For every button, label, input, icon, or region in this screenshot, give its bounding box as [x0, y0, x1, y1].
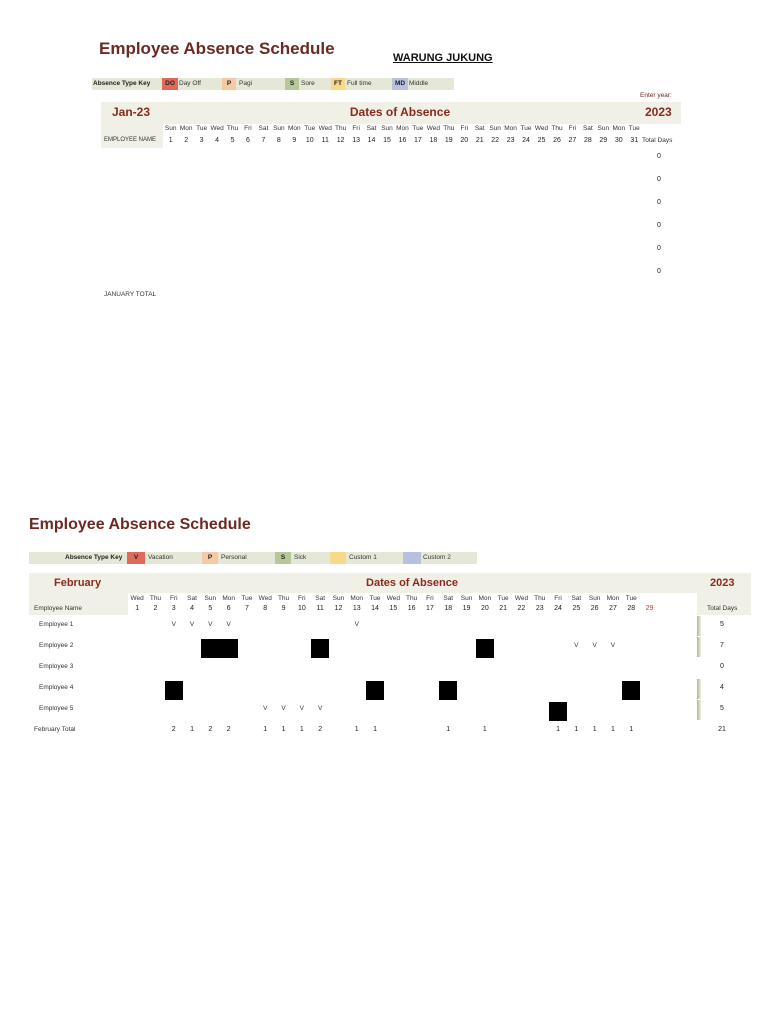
absence-mark[interactable]: V [189, 621, 195, 628]
absence-block[interactable] [476, 639, 494, 658]
enter-year-label: Enter year: [640, 92, 672, 99]
absence-mark[interactable]: V [317, 705, 323, 712]
weekday-label: Wed [514, 595, 529, 602]
key-text: Sore [301, 80, 315, 87]
day-number: 13 [352, 137, 360, 144]
weekday-label: Thu [226, 125, 239, 132]
day-total: 1 [556, 726, 560, 733]
day-number: 12 [336, 137, 345, 144]
company-name: WARUNG JUKUNG [393, 52, 493, 64]
weekday-label: Wed [534, 125, 549, 132]
day-number: 23 [506, 137, 515, 144]
weekday-label: Mon [179, 125, 193, 132]
weekday-label: Thu [443, 125, 455, 132]
weekday-label: Tue [196, 125, 208, 132]
day-number: 24 [554, 605, 562, 612]
month-total-label: JANUARY TOTAL [104, 291, 157, 298]
total-days-value: 0 [657, 245, 661, 252]
absence-mark[interactable]: V [208, 621, 213, 628]
key-code: DO [162, 78, 178, 90]
weekday-label: Fri [298, 595, 306, 602]
weekday-label: Wed [130, 595, 144, 602]
absence-mark[interactable]: V [354, 621, 359, 628]
weekday-label: Thu [551, 125, 563, 132]
day-number: 23 [535, 605, 544, 612]
weekday-label: Thu [149, 595, 162, 602]
day-total: 1 [574, 726, 579, 733]
weekday-label: Sat [582, 125, 593, 132]
day-total: 2 [318, 726, 323, 733]
day-number: 22 [517, 605, 526, 612]
absence-block[interactable] [165, 681, 183, 700]
day-total: 1 [263, 726, 268, 733]
weekday-label: Sun [204, 595, 217, 602]
absence-mark[interactable]: V [610, 642, 616, 649]
day-number: 29 [645, 605, 654, 612]
absence-block[interactable] [439, 681, 457, 700]
day-number: 9 [281, 605, 286, 612]
total-days-value: 0 [657, 176, 661, 183]
day-number: 17 [426, 605, 434, 612]
key-code: P [202, 552, 218, 564]
absence-mark[interactable]: V [592, 642, 597, 649]
day-total: 1 [610, 726, 615, 733]
weekday-label: Sat [443, 595, 454, 602]
employee-name[interactable]: Employee 5 [39, 705, 74, 712]
day-number: 11 [321, 137, 329, 144]
key-text: Day Off [179, 80, 201, 87]
day-number: 14 [367, 137, 376, 144]
weekday-label: Sun [597, 125, 610, 132]
month-label: Jan-23 [112, 105, 151, 119]
day-number: 6 [246, 137, 250, 144]
key-text: Personal [221, 554, 247, 561]
weekday-label: Mon [478, 595, 492, 602]
day-number: 19 [462, 605, 471, 612]
weekday-label: Tue [369, 595, 381, 602]
weekday-label: Tue [625, 595, 637, 602]
key-label: Absence Type Key [93, 80, 151, 87]
day-number: 27 [609, 605, 617, 612]
day-number: 24 [522, 137, 530, 144]
weekday-label: Sat [474, 125, 485, 132]
weekday-label: Sun [332, 595, 345, 602]
day-number: 12 [334, 605, 343, 612]
day-total: 1 [281, 726, 286, 733]
weekday-label: Fri [352, 125, 360, 132]
employee-name[interactable]: Employee 2 [39, 642, 74, 649]
weekday-label: Wed [210, 125, 224, 132]
absence-mark[interactable]: V [171, 621, 176, 628]
weekday-label: Mon [606, 595, 620, 602]
weekday-label: Fri [554, 595, 562, 602]
key-text: Full time [347, 80, 372, 87]
weekday-label: Wed [426, 125, 440, 132]
weekday-label: Sat [187, 595, 197, 602]
total-days-value: 0 [657, 268, 661, 275]
day-total: 1 [373, 726, 377, 733]
key-code: FT [331, 78, 345, 90]
key-code [330, 552, 346, 564]
weekday-label: Wed [318, 125, 332, 132]
day-number: 1 [135, 605, 140, 612]
weekday-label: Wed [258, 595, 272, 602]
day-number: 25 [537, 137, 546, 144]
month-total-label: February Total [34, 726, 76, 733]
total-days-value: 0 [657, 153, 661, 160]
day-total: 2 [208, 726, 213, 733]
key-label: Absence Type Key [65, 554, 123, 561]
day-number: 28 [627, 605, 636, 612]
employee-total-days: 7 [720, 642, 724, 649]
day-number: 5 [230, 137, 235, 144]
absence-block[interactable] [201, 639, 238, 658]
day-number: 20 [480, 605, 489, 612]
key-code: S [285, 78, 299, 90]
key-code: S [275, 552, 291, 564]
day-number: 31 [630, 137, 639, 144]
day-number: 3 [171, 605, 176, 612]
weekday-label: Mon [287, 125, 301, 132]
day-number: 18 [429, 137, 438, 144]
weekday-label: Sun [588, 595, 601, 602]
day-number: 14 [371, 605, 379, 612]
total-bar [697, 637, 701, 657]
employee-total-days: 5 [720, 705, 724, 712]
weekday-label: Fri [460, 125, 469, 132]
weekday-label: Sun [460, 595, 473, 602]
day-number: 4 [215, 137, 220, 144]
day-number: 20 [460, 137, 469, 144]
day-number: 21 [499, 605, 508, 612]
weekday-label: Thu [406, 595, 418, 602]
total-days-header: Total Days [642, 137, 673, 144]
weekday-label: Sat [258, 125, 269, 132]
day-total: 1 [592, 726, 597, 733]
absence-type-key [29, 552, 477, 564]
day-number: 27 [568, 137, 577, 144]
day-number: 26 [590, 605, 599, 612]
absence-mark[interactable]: V [263, 705, 268, 712]
total-days-value: 0 [657, 222, 661, 229]
absence-mark[interactable]: V [299, 705, 304, 712]
day-number: 8 [263, 605, 268, 612]
weekday-label: Sun [164, 125, 177, 132]
weekday-label: Sun [381, 125, 393, 132]
day-number: 30 [614, 137, 623, 144]
day-number: 2 [153, 605, 158, 612]
weekday-label: Fri [244, 125, 252, 132]
weekday-label: Tue [241, 595, 253, 602]
day-number: 22 [491, 137, 500, 144]
weekday-label: Sat [366, 125, 377, 132]
year-value[interactable]: 2023 [645, 105, 672, 119]
day-number: 7 [261, 137, 266, 144]
weekday-label: Fri [568, 125, 577, 132]
day-number: 10 [297, 605, 306, 612]
key-text: Vacation [148, 554, 173, 561]
total-bar [697, 616, 701, 636]
day-number: 11 [316, 605, 324, 612]
day-number: 2 [184, 137, 189, 144]
key-code: MD [392, 78, 408, 90]
weekday-label: Sun [273, 125, 285, 132]
day-total: 1 [446, 726, 451, 733]
absence-mark[interactable]: V [226, 621, 231, 628]
page-title: Employee Absence Schedule [29, 516, 251, 533]
day-number: 3 [199, 137, 204, 144]
employee-name[interactable]: Employee 3 [39, 663, 74, 670]
weekday-label: Sat [571, 595, 582, 602]
employee-total-days: 4 [720, 684, 724, 691]
total-bar [697, 700, 701, 720]
weekday-label: Mon [222, 595, 235, 602]
weekday-label: Thu [277, 595, 290, 602]
day-total: 1 [299, 726, 304, 733]
day-number: 15 [389, 605, 398, 612]
weekday-label: Wed [386, 595, 400, 602]
weekday-label: Tue [520, 125, 532, 132]
employee-total-days: 0 [720, 663, 724, 670]
key-code [403, 552, 421, 564]
total-bar [697, 679, 701, 699]
day-total: 1 [629, 726, 634, 733]
weekday-label: Mon [504, 125, 517, 132]
absence-block[interactable] [622, 681, 640, 700]
day-number: 16 [398, 137, 407, 144]
day-number: 25 [572, 605, 581, 612]
employee-name[interactable]: Employee 4 [39, 684, 74, 691]
weekday-label: Tue [304, 125, 316, 132]
absence-block[interactable] [311, 639, 329, 658]
weekday-label: Fri [169, 595, 178, 602]
day-total: 1 [482, 726, 487, 733]
day-number: 29 [599, 137, 608, 144]
day-number: 7 [244, 605, 249, 612]
day-number: 16 [407, 605, 416, 612]
total-days-value: 0 [657, 199, 661, 206]
day-number: 28 [583, 137, 592, 144]
absence-mark[interactable]: V [281, 705, 286, 712]
total-days-header: Total Days [707, 605, 738, 612]
day-number: 19 [444, 137, 453, 144]
day-number: 6 [226, 605, 231, 612]
weekday-label: Thu [335, 125, 347, 132]
weekday-label: Sat [315, 595, 326, 602]
key-text: Pagi [239, 80, 253, 87]
weekday-label: Mon [350, 595, 364, 602]
day-total: 2 [226, 726, 231, 733]
absence-type-key [92, 78, 454, 90]
employee-name-header: Employee Name [34, 605, 83, 612]
month-label: February [54, 577, 102, 589]
year-value[interactable]: 2023 [710, 577, 735, 589]
employee-total-days: 5 [720, 621, 724, 628]
key-text: Middle [409, 80, 429, 87]
employee-name-header: EMPLOYEE NAME [104, 137, 157, 143]
weekday-label: Tue [628, 125, 640, 132]
dates-of-absence-header: Dates of Absence [366, 577, 458, 589]
day-number: 21 [475, 137, 484, 144]
day-number: 5 [208, 605, 213, 612]
weekday-label: Thu [534, 595, 546, 602]
day-number: 8 [276, 137, 281, 144]
day-number: 13 [352, 605, 361, 612]
day-total: 1 [354, 726, 359, 733]
weekday-label: Sun [489, 125, 501, 132]
weekday-label: Tue [497, 595, 509, 602]
absence-block[interactable] [549, 702, 567, 721]
day-total: 2 [171, 726, 176, 733]
day-total: 1 [190, 726, 194, 733]
key-code: P [222, 78, 236, 90]
day-number: 9 [292, 137, 297, 144]
key-text: Sick [294, 554, 307, 561]
weekday-label: Fri [426, 595, 434, 602]
day-number: 4 [190, 605, 194, 612]
weekday-label: Mon [396, 125, 409, 132]
page-title: Employee Absence Schedule [99, 39, 335, 58]
day-number: 1 [168, 137, 173, 144]
key-text: Custom 2 [423, 554, 451, 561]
dates-of-absence-header: Dates of Absence [349, 105, 451, 119]
key-text: Custom 1 [349, 554, 377, 561]
weekday-label: Tue [412, 125, 424, 132]
day-number: 15 [383, 137, 391, 144]
key-code: V [127, 552, 145, 564]
day-number: 26 [553, 137, 561, 144]
header-bar [101, 124, 163, 148]
employee-name[interactable]: Employee 1 [39, 621, 74, 628]
day-number: 18 [444, 605, 453, 612]
weekday-label: Mon [612, 125, 626, 132]
day-number: 10 [305, 137, 314, 144]
absence-block[interactable] [366, 681, 384, 700]
absence-mark[interactable]: V [574, 642, 579, 649]
day-number: 17 [414, 137, 422, 144]
grand-total: 21 [718, 726, 726, 733]
